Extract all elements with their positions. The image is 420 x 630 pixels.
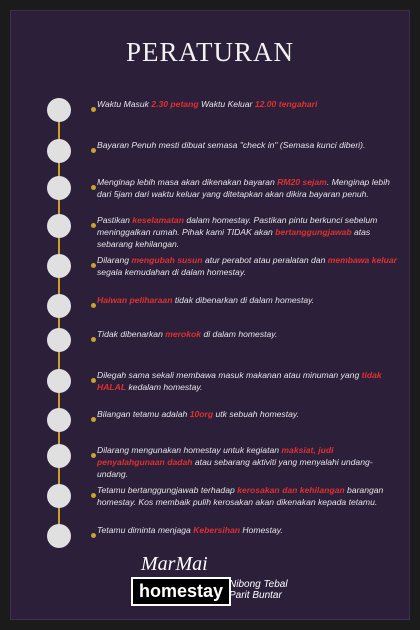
rule-text <box>97 484 397 508</box>
rule-text <box>97 524 397 536</box>
rule-text-part: Tetamu bertanggungjawab terhadap <box>97 485 238 495</box>
safe-icon <box>47 214 71 238</box>
timeline-dot <box>91 533 96 538</box>
logo-sub-line2: Parit Buntar <box>229 590 282 601</box>
rule-text-part: kedalam homestay. <box>126 382 203 392</box>
rule-highlight: merokok <box>165 329 202 339</box>
logo <box>131 553 331 613</box>
rule-text <box>97 328 397 340</box>
clock-icon <box>47 98 71 122</box>
no-halal-icon <box>47 369 71 393</box>
rule-text <box>97 176 397 200</box>
rule-text-part: Homestay. <box>240 525 283 535</box>
logo-sub-line1: Nibong Tebal <box>229 579 288 590</box>
rule-text-part: Dilegah sama sekali membawa masuk makanan atau minuman yang <box>97 370 362 380</box>
rule-text-part: Menginap lebih masa akan dikenakan bayaran <box>97 177 278 187</box>
rule-text-part: atau sebarang aktiviti yang menyalahi undang-undang. <box>97 457 373 479</box>
guests-icon <box>47 408 71 432</box>
damage-icon <box>47 484 71 508</box>
timeline-dot <box>91 453 96 458</box>
rule-text <box>97 254 397 278</box>
overtime-clock-icon <box>47 176 71 200</box>
rule-text-part: atas sebarang kehilangan. <box>97 227 371 249</box>
logo-box: homestay <box>131 577 231 606</box>
rule-highlight: RM20 sejam <box>277 177 327 187</box>
rm-icon <box>47 139 71 163</box>
rule-text-part: Dilarang <box>97 255 132 265</box>
rule-text-part: . Menginap lebih dari 5jam dari waktu keluar yang ditetapkan akan dikira bayaran penuh. <box>97 177 390 199</box>
rule-highlight: Kebersihan <box>193 525 240 535</box>
timeline-dot <box>91 493 96 498</box>
rule-text <box>97 98 397 110</box>
rule-text-part: barangan homestay. Kos membaik pulih kerosakan akan dikenakan kepada tetamu. <box>97 485 384 507</box>
rule-text <box>97 214 397 250</box>
rule-text-part: tidak dibenarkan di dalam homestay. <box>172 295 315 305</box>
no-smoking-icon <box>47 328 71 352</box>
rule-highlight: Haiwan peliharaan <box>97 295 173 305</box>
cleanliness-icon <box>47 524 71 548</box>
rule-highlight: keselamatan <box>132 215 184 225</box>
rule-highlight: 12.00 tengahari <box>254 99 318 109</box>
rule-text <box>97 444 397 480</box>
rule-text-part: Pastikan <box>97 215 133 225</box>
rule-text-part: Bayaran Penuh mesti dibuat semasa "check in" (Semasa kunci diberi). <box>97 140 366 150</box>
rule-highlight: maksiat, judi <box>281 445 334 455</box>
poster <box>10 10 410 620</box>
rule-highlight: tidak HALAL <box>97 370 382 392</box>
rule-text-part: atur perabot atau peralatan dan <box>202 255 328 265</box>
rule-text-part: Waktu Keluar <box>198 99 255 109</box>
timeline-line <box>58 106 60 536</box>
timeline-dot <box>91 263 96 268</box>
rule-highlight: bertanggungjawab <box>275 227 352 237</box>
timeline-dot <box>91 417 96 422</box>
rule-text-part: Tetamu diminta menjaga <box>97 525 194 535</box>
rule-highlight: penyalahgunaan dadah <box>97 457 193 467</box>
rule-text-part: Bilangan tetamu adalah <box>97 409 190 419</box>
rule-text-part: Tidak dibenarkan <box>97 329 166 339</box>
timeline-dot <box>91 107 96 112</box>
timeline-dot <box>91 303 96 308</box>
rule-text-part: Waktu Masuk <box>97 99 152 109</box>
rule-text-part: dalam homestay. Pastikan pintu berkunci sebelum meninggalkan rumah. Pihak kami TIDAK akan <box>97 215 378 237</box>
rule-highlight: membawa keluar <box>327 255 398 265</box>
no-pets-icon <box>47 294 71 318</box>
rule-text <box>97 139 397 151</box>
no-drugs-icon <box>47 444 71 468</box>
rule-text <box>97 294 397 306</box>
rule-text-part: segala kemudahan di dalam homestay. <box>97 267 246 277</box>
rule-text-part: di dalam homestay. <box>201 329 278 339</box>
rule-highlight: 2.30 petang <box>151 99 199 109</box>
timeline-dot <box>91 378 96 383</box>
rule-highlight: mengubah susun <box>131 255 203 265</box>
logo-script: MarMai <box>141 553 208 575</box>
rule-highlight: 10org <box>189 409 214 419</box>
rule-text-part: utk sebuah homestay. <box>213 409 299 419</box>
logo-sub <box>229 579 288 601</box>
rule-text-part: Dilarang mengunakan homestay untuk kegiatan <box>97 445 282 455</box>
timeline-dot <box>91 337 96 342</box>
timeline-dot <box>91 148 96 153</box>
timeline-dot <box>91 185 96 190</box>
rule-highlight: kerosakan dan kehilangan <box>237 485 345 495</box>
rule-text <box>97 369 397 393</box>
rule-text <box>97 408 397 420</box>
page-title: PERATURAN <box>125 37 295 67</box>
timeline-dot <box>91 223 96 228</box>
furniture-icon <box>47 254 71 278</box>
